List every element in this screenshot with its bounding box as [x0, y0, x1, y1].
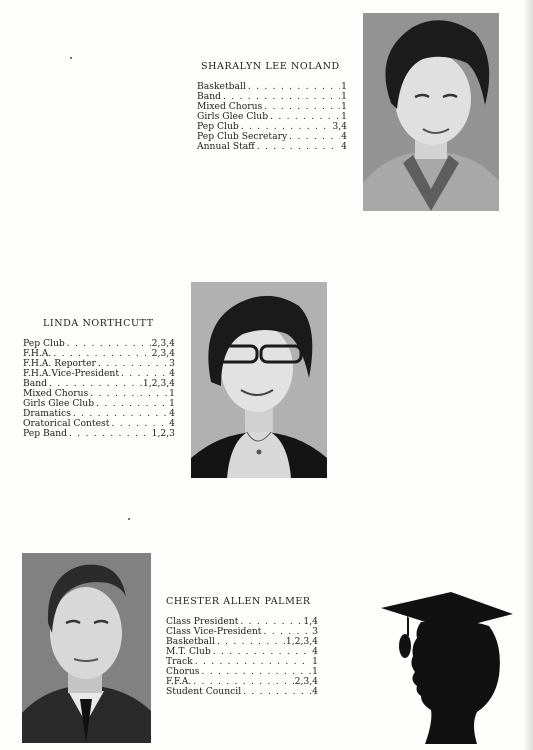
activity-list — [197, 82, 347, 152]
activity-label: Pep Club Secretary — [197, 131, 288, 142]
activity-label: Band — [23, 378, 48, 389]
activity-years: 3 — [169, 358, 175, 369]
activity-years: 1,4 — [303, 616, 318, 627]
activity-label: Chorus — [166, 666, 200, 677]
activity-label: Student Council — [166, 686, 242, 697]
activity-years: 4 — [312, 686, 318, 697]
activity-years: 3,4 — [332, 121, 347, 132]
activity-years: 3 — [312, 626, 318, 637]
activity-years: 1,2,3,4 — [285, 636, 318, 647]
dot-leader — [94, 399, 168, 409]
dot-leader — [67, 429, 151, 439]
portrait-photo-icon — [191, 282, 327, 478]
print-speck — [128, 518, 130, 520]
activity-label: F.F.A. — [166, 676, 192, 687]
dot-leader — [241, 687, 311, 697]
portrait-photo-icon — [22, 553, 151, 743]
page-edge-shadow — [523, 0, 533, 750]
student-portrait — [22, 553, 151, 743]
dot-leader — [215, 637, 285, 647]
activity-label: Band — [197, 91, 222, 102]
activity-years: 4 — [341, 131, 347, 142]
activity-years: 1 — [341, 91, 347, 102]
activity-label: Pep Club — [197, 121, 239, 132]
activity-years: 2,3,4 — [151, 338, 175, 349]
activity-label: F.H.A. — [23, 348, 52, 359]
activity-label: Mixed Chorus — [197, 101, 263, 112]
graduate-silhouette — [381, 592, 513, 744]
activity-row — [23, 429, 175, 439]
dot-leader — [262, 102, 340, 112]
student-name: CHESTER ALLEN PALMER — [166, 596, 311, 607]
print-speck — [70, 57, 72, 59]
dot-leader — [211, 647, 311, 657]
activity-row — [197, 142, 347, 152]
activity-label: Class Vice-President — [166, 626, 262, 637]
dot-leader — [246, 82, 340, 92]
activity-label: Pep Club — [23, 338, 65, 349]
activity-label: Oratorical Contest — [23, 418, 110, 429]
activity-years: 1 — [312, 666, 318, 677]
activity-label: Mixed Chorus — [23, 388, 89, 399]
student-portrait — [191, 282, 327, 478]
activity-years: 4 — [169, 368, 175, 379]
portrait-photo-icon — [363, 13, 499, 211]
activity-label: M.T. Club — [166, 646, 211, 657]
student-portrait — [363, 13, 499, 211]
activity-label: Basketball — [166, 636, 215, 647]
activity-years: 1 — [312, 656, 318, 667]
activity-years: 2,3,4 — [151, 348, 175, 359]
student-name: LINDA NORTHCUTT — [43, 318, 154, 329]
activity-label: Pep Band — [23, 428, 68, 439]
activity-years: 4 — [341, 141, 347, 152]
dot-leader — [193, 657, 311, 667]
activity-label: Class President — [166, 616, 239, 627]
activity-years: 1 — [341, 101, 347, 112]
dot-leader — [65, 339, 151, 349]
student-name: SHARALYN LEE NOLAND — [201, 61, 340, 72]
activity-years: 4 — [169, 418, 175, 429]
activity-row — [166, 687, 318, 697]
activity-label: F.H.A. Reporter — [23, 358, 96, 369]
activity-label: Basketball — [197, 81, 246, 92]
activity-years: 4 — [169, 408, 175, 419]
activity-years: 1 — [169, 398, 175, 409]
activity-label: Girls Glee Club — [197, 111, 269, 122]
dot-leader — [88, 389, 168, 399]
dot-leader — [287, 132, 340, 142]
activity-years: 4 — [312, 646, 318, 657]
dot-leader — [268, 112, 340, 122]
activity-years: 1 — [341, 81, 347, 92]
activity-years: 1 — [169, 388, 175, 399]
activity-label: Track — [166, 656, 193, 667]
activity-years: 2,3,4 — [294, 676, 318, 687]
activity-list — [23, 339, 175, 439]
activity-label: Dramatics — [23, 408, 71, 419]
activity-label: F.H.A.Vice-President — [23, 368, 120, 379]
activity-years: 1 — [341, 111, 347, 122]
activity-years: 1,2,3,4 — [142, 378, 175, 389]
dot-leader — [255, 142, 340, 152]
activity-list — [166, 617, 318, 697]
activity-years: 1,2,3 — [151, 428, 175, 439]
activity-label: Girls Glee Club — [23, 398, 95, 409]
activity-label: Annual Staff — [197, 141, 255, 152]
graduate-silhouette-icon — [381, 592, 513, 744]
